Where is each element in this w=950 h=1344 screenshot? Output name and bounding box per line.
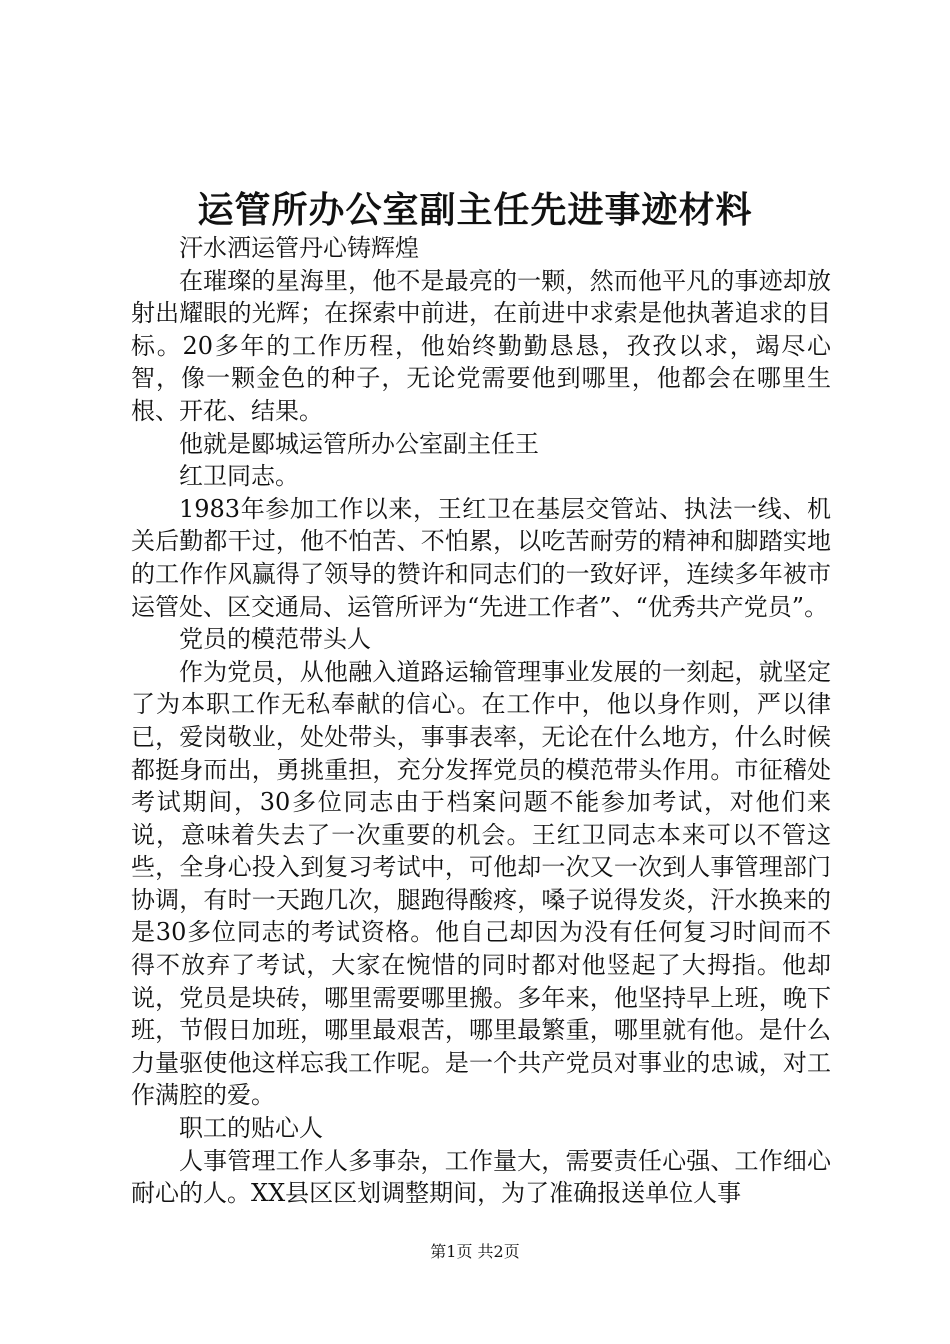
page-footer: 第1页 共2页 — [430, 1242, 520, 1261]
document-body — [131, 232, 831, 1210]
name-continued-paragraph: 红卫同志。 — [179, 462, 299, 491]
subtitle-paragraph: 汗水洒运管丹心铸辉煌 — [179, 234, 419, 262]
party-member-paragraph: 作为党员，从他融入道路运输管理事业发展的一刻起，就坚定了为本职工作无私奉献的信心。在工作中，他以身作则，严以律已，爱岗敬业，处处带头，事事表率，无论在什么地方，什么时候都挺身而出，勇挑重担，充分发挥党员的模范带头作用。市征稽处考试期间，30多位同志由于档案问题不能参加考试，对他们来说，意味着失去了一次重要的机会。王红卫同志本来可以不管这些，全身心投入到复习考试中，可他却一次又一次到人事管理部门协调，有时一天跑几次，腿跑得酸疼，嗓子说得发炎，汗水换来的是30多位同志的考试资格。他自己却因为没有任何复习时间而不得不放弃了考试，大家在惋惜的同时都对他竖起了大拇指。他却说，党员是块砖，哪里需要哪里搬。多年来，他坚持早上班，晚下班，节假日加班，哪里最艰苦，哪里最繁重，哪里就有他。是什么力量驱使他这样忘我工作呢。是一个共产党员对事业的忠诚，对工作满腔的爱。 — [131, 657, 831, 1110]
staff-paragraph: 人事管理工作人多事杂，工作量大，需要责任心强、工作细心耐心的人。XX县区区划调整期间，为了准确报送单位人事 — [131, 1146, 831, 1208]
section-heading-party-member: 党员的模范带头人 — [179, 625, 371, 654]
intro-paragraph: 在璀璨的星海里，他不是最亮的一颗，然而他平凡的事迹却放射出耀眼的光辉；在探索中前进，在前进中求索是他执著追求的目标。20多年的工作历程，他始终勤勤恳恳，孜孜以求，竭尽心智，像一颗金色的种子，无论党需要他到哪里，他都会在哪里生根、开花、结果。 — [131, 266, 831, 425]
name-paragraph: 他就是郾城运管所办公室副主任王 — [179, 429, 539, 458]
section-heading-staff: 职工的贴心人 — [179, 1114, 323, 1143]
career-paragraph: 1983年参加工作以来，王红卫在基层交管站、执法一线、机关后勤都干过，他不怕苦、不怕累，以吃苦耐劳的精神和脚踏实地的工作作风赢得了领导的赞许和同志们的一致好评，连续多年被市运管处、区交通局、运管所评为“先进工作者”、“优秀共产党员”。 — [131, 494, 831, 621]
document-title: 运管所办公室副主任先进事迹材料 — [197, 189, 753, 231]
